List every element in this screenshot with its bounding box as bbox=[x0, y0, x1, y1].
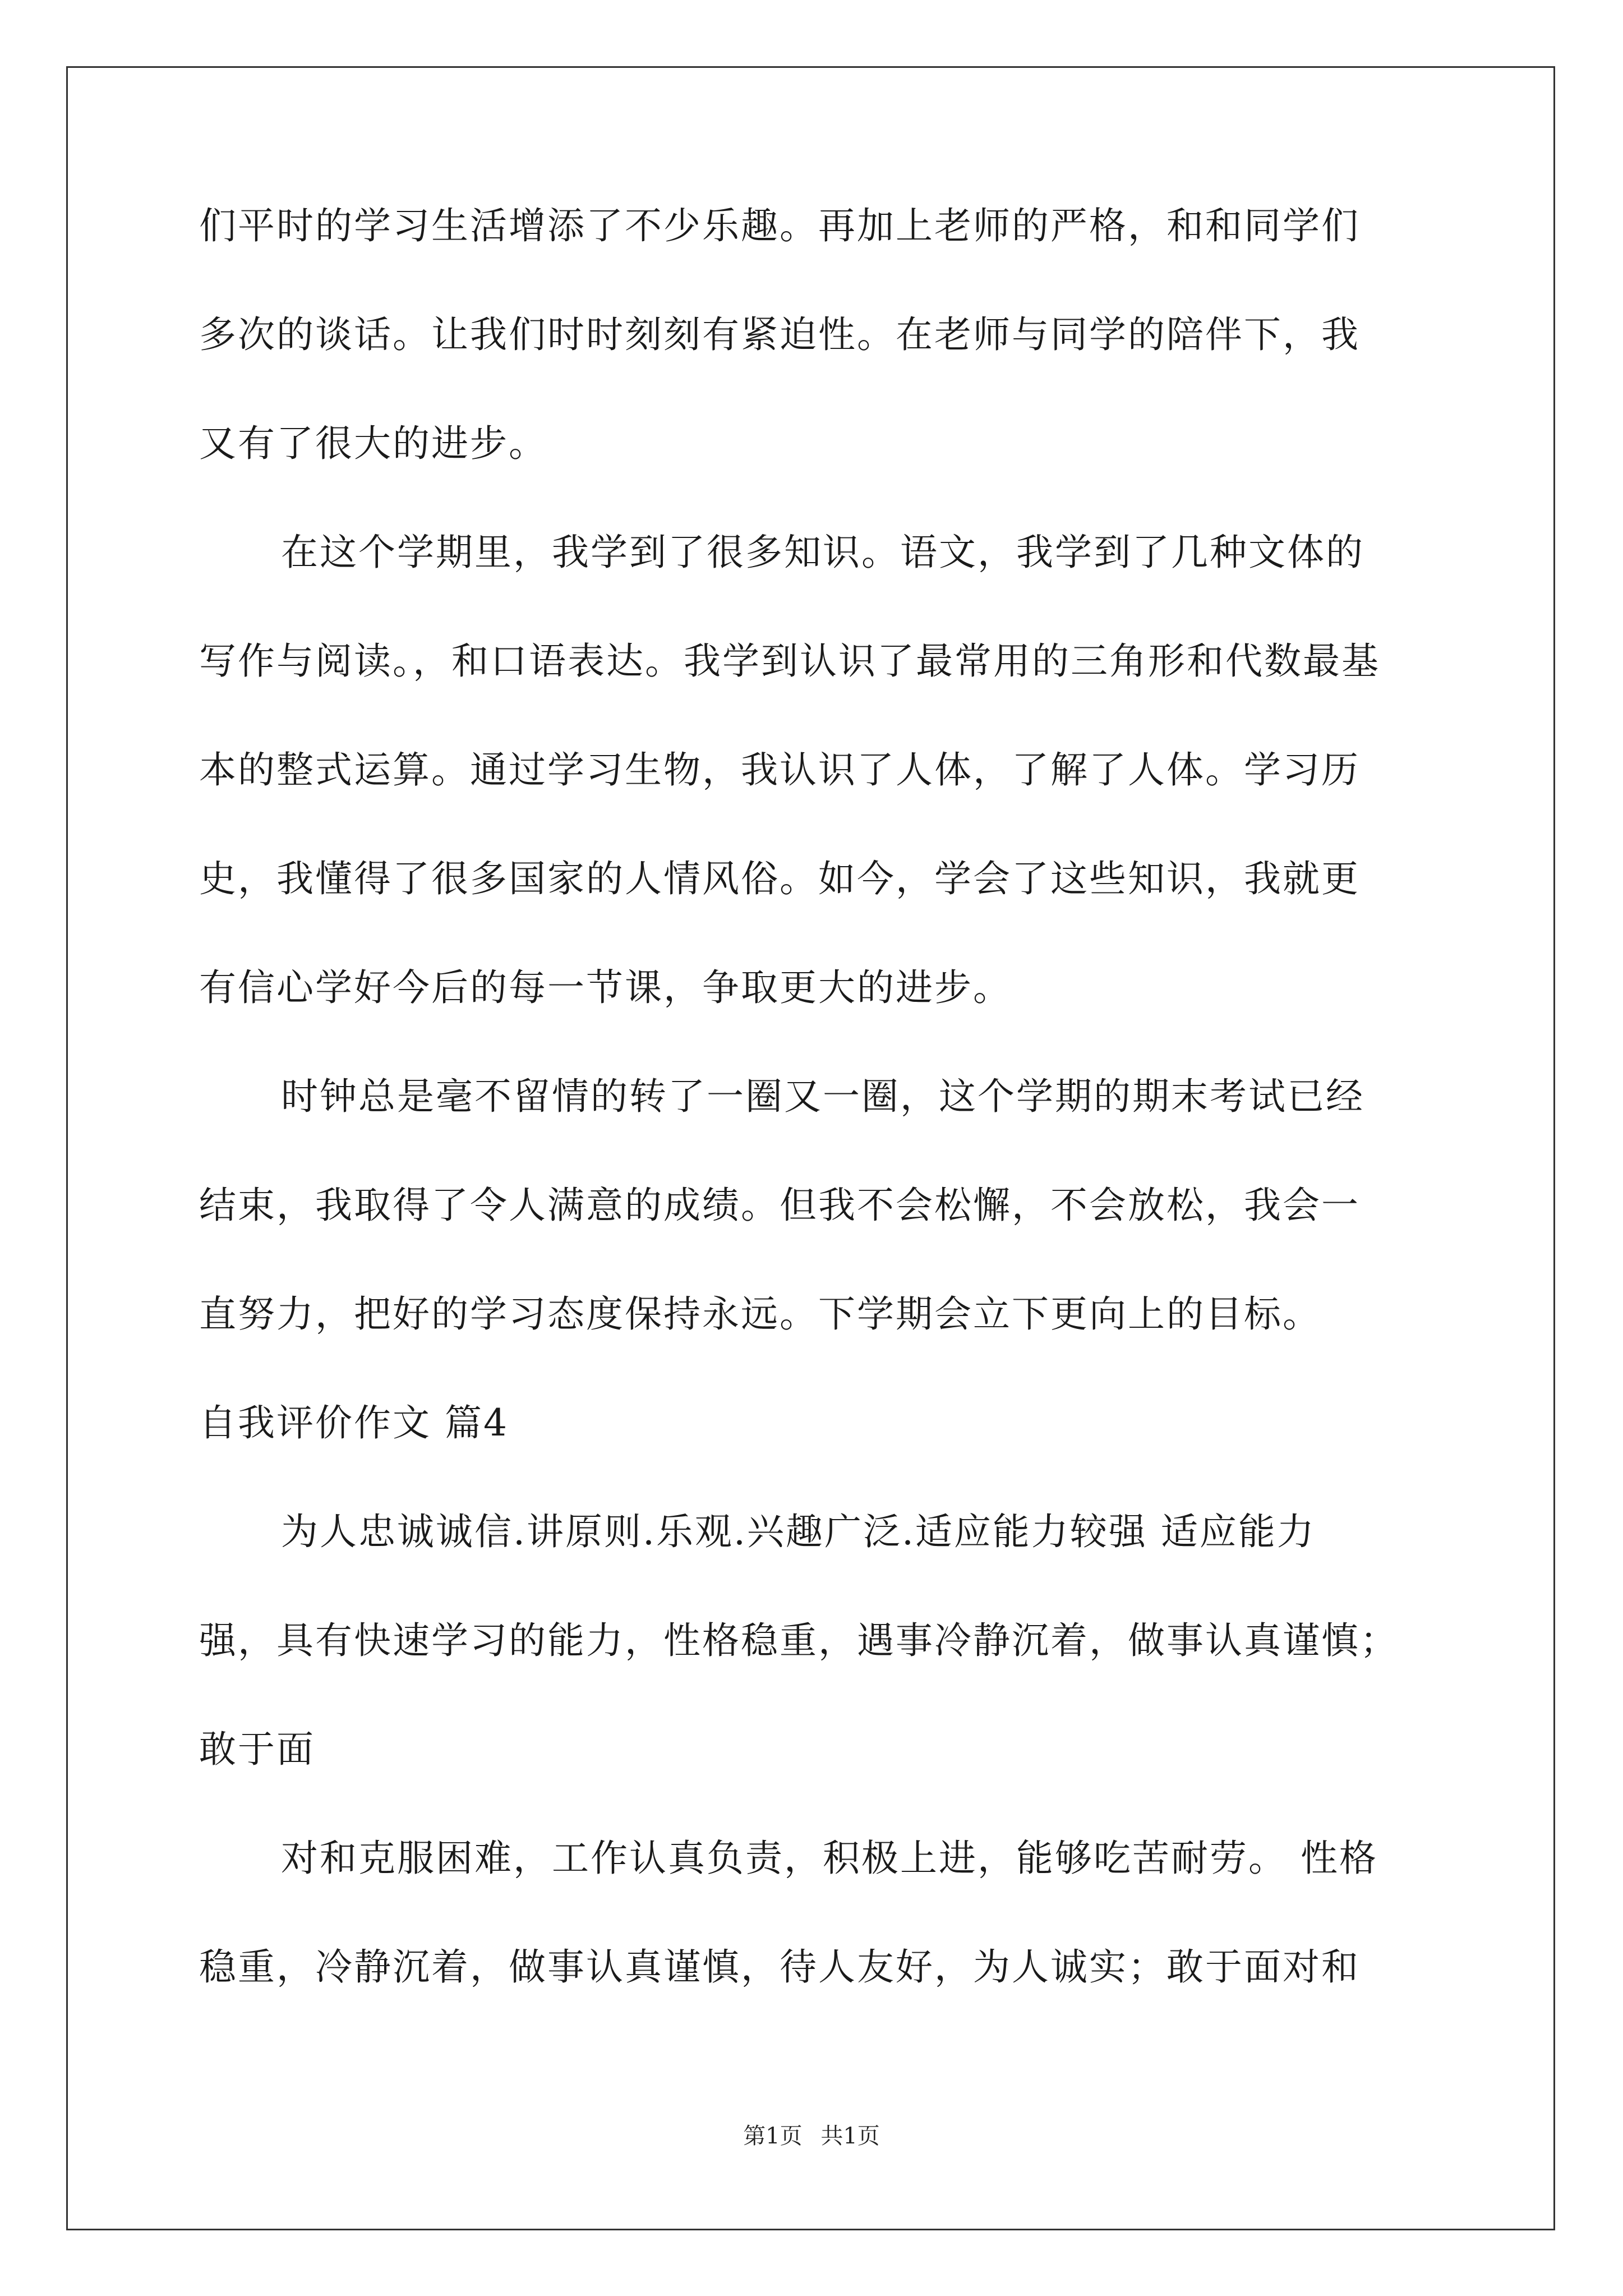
text-line: 稳重，冷静沉着，做事认真谨慎，待人友好，为人诚实；敢于面对和 bbox=[199, 1945, 1360, 1989]
page-footer bbox=[0, 2124, 1623, 2148]
text-line: 结束，我取得了令人满意的成绩。但我不会松懈，不会放松，我会一 bbox=[199, 1184, 1360, 1227]
text-line: 为人忠诚诚信.讲原则.乐观.兴趣广泛.适应能力较强 适应能力 bbox=[281, 1510, 1316, 1553]
text-line: 多次的谈话。让我们时时刻刻有紧迫性。在老师与同学的陪伴下，我 bbox=[199, 313, 1360, 356]
page-total: 共1页 bbox=[820, 2123, 880, 2149]
text-line: 们平时的学习生活增添了不少乐趣。再加上老师的严格，和和同学们 bbox=[199, 204, 1360, 247]
text-line: 时钟总是毫不留情的转了一圈又一圈，这个学期的期末考试已经 bbox=[281, 1075, 1364, 1118]
text-line: 对和克服困难，工作认真负责，积极上进，能够吃苦耐劳。 性格 bbox=[281, 1837, 1378, 1880]
text-line: 直努力，把好的学习态度保持永远。下学期会立下更向上的目标。 bbox=[199, 1292, 1321, 1336]
text-line: 有信心学好今后的每一节课，争取更大的进步。 bbox=[199, 966, 1012, 1009]
text-line: 史，我懂得了很多国家的人情风俗。如今，学会了这些知识，我就更 bbox=[199, 857, 1360, 900]
section-heading: 自我评价作文 篇4 bbox=[199, 1401, 509, 1444]
text-line: 强，具有快速学习的能力，性格稳重，遇事冷静沉着，做事认真谨慎； bbox=[199, 1619, 1399, 1662]
text-line: 敢于面 bbox=[199, 1728, 315, 1771]
text-line: 在这个学期里，我学到了很多知识。语文，我学到了几种文体的 bbox=[281, 531, 1364, 574]
document-body bbox=[199, 204, 1427, 2058]
page-number: 第1页 bbox=[743, 2123, 803, 2149]
text-line: 又有了很大的进步。 bbox=[199, 422, 547, 465]
text-line: 本的整式运算。通过学习生物，我认识了人体，了解了人体。学习历 bbox=[199, 748, 1360, 792]
text-line: 写作与阅读。，和口语表达。我学到认识了最常用的三角形和代数最基 bbox=[199, 639, 1380, 683]
